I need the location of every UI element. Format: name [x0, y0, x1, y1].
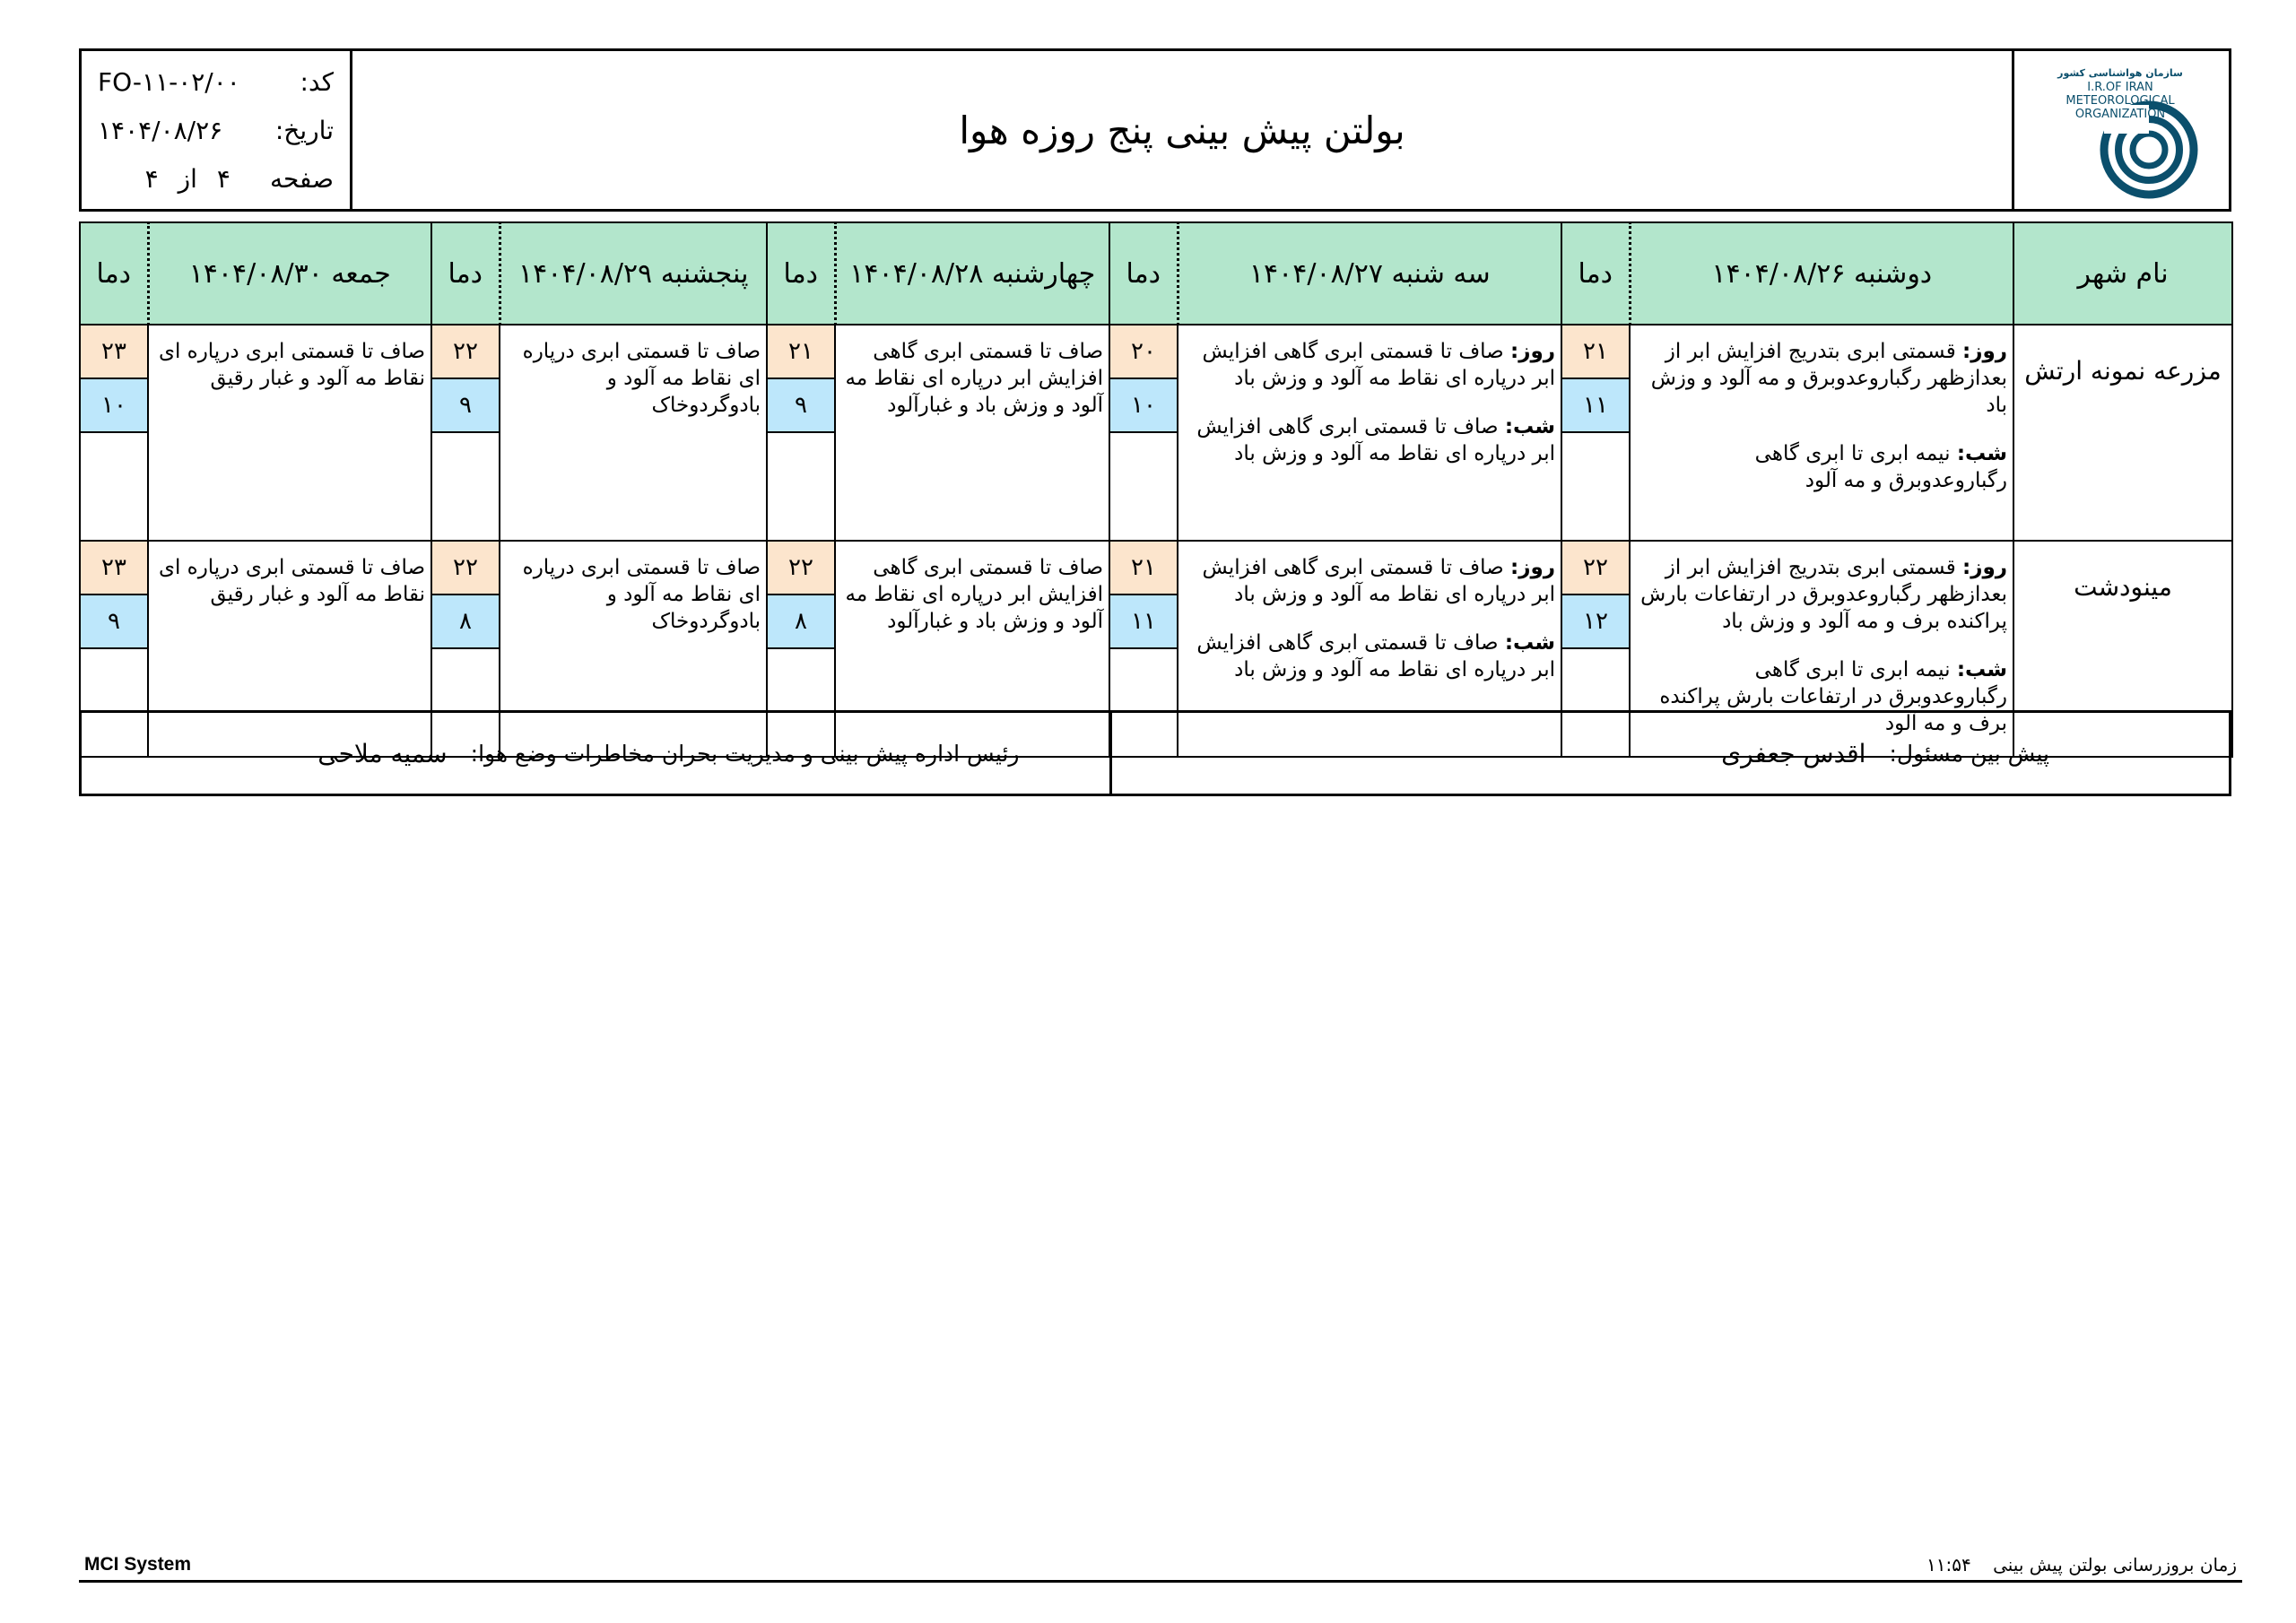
forecaster-label: پیش بین مسئول: [1889, 740, 2049, 767]
day-label: روز: [1510, 556, 1555, 579]
night-forecast [1184, 413, 1555, 467]
page-label: صفحه [269, 164, 334, 194]
logo-text-en-1: I.R.OF IRAN [2087, 81, 2153, 94]
day-label: روز: [1962, 340, 2007, 363]
day-1-header: دوشنبه ۱۴۰۴/۰۸/۲۶ [1630, 222, 2013, 325]
code-value: FO-۱۱-۰۲/۰۰ [98, 67, 240, 97]
city-column-header: نام شهر [2013, 222, 2232, 325]
signature-box [79, 710, 2231, 796]
city-name: مینودشت [2013, 541, 2232, 757]
min-temp: ۱۰ [1110, 379, 1177, 433]
temp-header-3: دما [767, 222, 835, 325]
day-text: صاف تا قسمتی ابری گاهی افزایش ابر درپاره ای نقاط مه آلود و وزش باد [1202, 556, 1555, 606]
max-temp: ۲۳ [81, 325, 147, 379]
head-label: رئیس اداره پیش بینی و مدیریت بحران مخاطرات وضع هوا: [470, 740, 1020, 767]
page-number: ۴ [216, 164, 230, 194]
night-forecast [1184, 629, 1555, 683]
logo-text-fa: سازمان هواشناسی کشور [2057, 67, 2183, 79]
update-time-label: زمان بروزرسانی بولتن پیش بینی [1993, 1554, 2237, 1575]
date-value: ۱۴۰۴/۰۸/۲۶ [98, 116, 223, 145]
update-time [1926, 1554, 2237, 1575]
temp-header-1: دما [1561, 222, 1630, 325]
night-label: شب: [1504, 415, 1555, 438]
max-temp: ۲۲ [1562, 542, 1629, 595]
day-2-header: سه شنبه ۱۴۰۴/۰۸/۲۷ [1178, 222, 1561, 325]
night-label: شب: [1956, 442, 2007, 465]
page-row [98, 164, 334, 194]
day-3-header: چهارشنبه ۱۴۰۴/۰۸/۲۸ [835, 222, 1109, 325]
max-temp: ۲۲ [432, 325, 499, 379]
forecast-day-3: صاف تا قسمتی ابری گاهی افزایش ابر درپاره ای نقاط مه آلود و وزش باد و غبارآلود [835, 325, 1109, 541]
min-temp: ۱۲ [1562, 595, 1629, 649]
forecast-day-5: صاف تا قسمتی ابری درپاره ای نقاط مه آلود و غبار رقیق [148, 541, 431, 757]
night-label: شب: [1956, 658, 2007, 681]
table-row [80, 325, 2232, 541]
day-forecast [1636, 554, 2007, 635]
min-temp: ۹ [432, 379, 499, 433]
logo-text-en-3: ORGANIZATION [2074, 108, 2166, 121]
night-label: شب: [1504, 631, 1555, 655]
code-label: کد: [300, 67, 334, 97]
page-title: بولتن پیش بینی پنج روزه هوا [959, 108, 1405, 152]
min-temp: ۸ [432, 595, 499, 649]
head-name: سمیه ملاحی [317, 738, 448, 768]
code-row [98, 67, 334, 97]
logo-area [2012, 51, 2229, 209]
temp-cell-4 [431, 325, 500, 541]
night-text: نیمه ابری تا ابری گاهی رگباروعدوبرق و مه آلود [1754, 442, 2007, 492]
bulletin-header [79, 48, 2231, 212]
night-forecast [1636, 440, 2007, 494]
day-text: قسمتی ابری بتدریج افزایش ابر از بعدازظهر رگباروعدوبرق و مه آلود و وزش باد [1650, 340, 2007, 417]
forecast-table [79, 221, 2233, 758]
max-temp: ۲۰ [1110, 325, 1177, 379]
day-label: روز: [1510, 340, 1555, 363]
temp-cell-5 [80, 325, 148, 541]
city-name: مزرعه نمونه ارتش [2013, 325, 2232, 541]
day-forecast [1184, 338, 1555, 392]
day-4-header: پنجشنبه ۱۴۰۴/۰۸/۲۹ [500, 222, 767, 325]
temp-header-2: دما [1109, 222, 1178, 325]
system-name: MCI System [84, 1554, 192, 1575]
forecaster-cell [1109, 713, 2230, 794]
min-temp: ۱۱ [1110, 595, 1177, 649]
temp-header-4: دما [431, 222, 500, 325]
max-temp: ۲۱ [1562, 325, 1629, 379]
meteorological-organization-logo [2014, 51, 2226, 209]
date-label: تاریخ: [274, 116, 334, 145]
temp-cell-1 [1561, 325, 1630, 541]
day-forecast [1636, 338, 2007, 419]
day-label: روز: [1962, 556, 2007, 579]
forecast-day-4: صاف تا قسمتی ابری درپاره ای نقاط مه آلود و بادوگردوخاک [500, 325, 767, 541]
max-temp: ۲۳ [81, 542, 147, 595]
update-time-value: ۱۱:۵۴ [1926, 1554, 1971, 1575]
temp-cell-2 [1109, 325, 1178, 541]
day-text: صاف تا قسمتی ابری گاهی افزایش ابر درپاره ای نقاط مه آلود و وزش باد [1202, 340, 1555, 390]
min-temp: ۹ [768, 379, 834, 433]
day-5-header: جمعه ۱۴۰۴/۰۸/۳۰ [148, 222, 431, 325]
max-temp: ۲۲ [768, 542, 834, 595]
forecast-day-4: صاف تا قسمتی ابری درپاره ای نقاط مه آلود و بادوگردوخاک [500, 541, 767, 757]
day-forecast [1184, 554, 1555, 608]
temp-cell-3 [767, 325, 835, 541]
forecast-day-2 [1178, 325, 1561, 541]
min-temp: ۱۰ [81, 379, 147, 433]
head-cell [82, 713, 1109, 794]
night-text: صاف تا قسمتی ابری گاهی افزایش ابر درپاره ای نقاط مه آلود و وزش باد [1196, 415, 1555, 465]
temp-header-5: دما [80, 222, 148, 325]
max-temp: ۲۱ [768, 325, 834, 379]
table-header-row [80, 222, 2232, 325]
page-of-label: از [178, 164, 197, 194]
max-temp: ۲۲ [432, 542, 499, 595]
night-text: صاف تا قسمتی ابری گاهی افزایش ابر درپاره ای نقاط مه آلود و وزش باد [1196, 631, 1555, 681]
logo-text-en-2: METEOROLOGICAL [2066, 94, 2175, 108]
page-footer [79, 1554, 2242, 1583]
min-temp: ۱۱ [1562, 379, 1629, 433]
forecast-day-1 [1630, 325, 2013, 541]
document-meta [82, 51, 352, 209]
forecast-day-5: صاف تا قسمتی ابری درپاره ای نقاط مه آلود و غبار رقیق [148, 325, 431, 541]
forecaster-name: اقدس جعفری [1721, 738, 1866, 768]
night-text: نیمه ابری تا ابری گاهی رگباروعدوبرق در ارتفاعات بارش پراکنده برف و مه آلود [1659, 658, 2007, 735]
day-text: قسمتی ابری بتدریج افزایش ابر از بعدازظهر رگباروعدوبرق در ارتفاعات بارش پراکنده برف و مه آلود و وزش باد [1640, 556, 2007, 633]
date-row [98, 116, 334, 145]
min-temp: ۹ [81, 595, 147, 649]
min-temp: ۸ [768, 595, 834, 649]
max-temp: ۲۱ [1110, 542, 1177, 595]
forecast-day-3: صاف تا قسمتی ابری گاهی افزایش ابر درپاره ای نقاط مه آلود و وزش باد و غبارآلود [835, 541, 1109, 757]
page-total: ۴ [144, 164, 159, 194]
